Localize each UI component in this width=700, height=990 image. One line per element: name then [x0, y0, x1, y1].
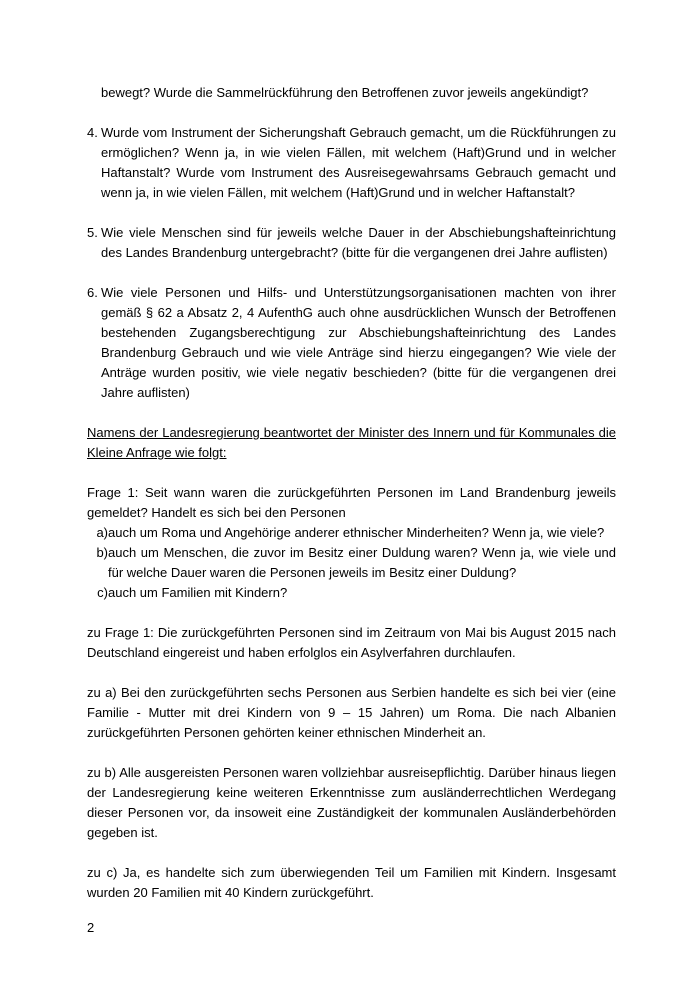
frage-1-item-c — [87, 583, 616, 603]
item-text: auch um Familien mit Kindern? — [108, 585, 288, 600]
item-label: a) — [96, 525, 108, 540]
question-text: Wie viele Menschen sind für jeweils welche Dauer in der Abschiebungshafteinrichtung des Landes Brandenburg untergebracht? (bitte für die vergangenen drei Jahre auflisten) — [101, 225, 616, 260]
question-number: 4. — [87, 125, 98, 140]
question-text: Wurde vom Instrument der Sicherungshaft Gebrauch gemacht, um die Rückführungen zu ermöglichen? Wenn ja, in wie vielen Fällen, mit welchem (Haft)Grund und in welcher Haftanstalt? Wurde vom Instrument des Ausreisegewahrsams Gebrauch gemacht und wenn ja, in wie vielen Fällen, mit welchem (Haft)Grund und in welcher Haftanstalt? — [101, 125, 616, 200]
item-label: c) — [97, 585, 108, 600]
question-text: Wie viele Personen und Hilfs- und Unterstützungsorganisationen machten von ihrer gemäß § 62 a Absatz 2, 4 AufenthG auch ohne ausdrücklichen Wunsch der Betroffenen bestehenden Zugangsberechtigung zur Abschiebungshafteinrichtung des Landes Brandenburg Gebrauch und wie viele Anträge sind hierzu eingegangen? Wie viele der Anträge wurden positiv, wie viele negativ beschieden? (bitte für die vergangenen drei Jahre auflisten) — [101, 285, 616, 400]
frage-1-item-a — [87, 523, 616, 543]
document-body — [87, 83, 616, 903]
question-continuation: bewegt? Wurde die Sammelrückführung den Betroffenen zuvor jeweils angekündigt? — [101, 85, 589, 100]
answer-frage-1: zu Frage 1: Die zurückgeführten Personen sind im Zeitraum von Mai bis August 2015 nach Deutschland eingereist und haben erfolglos ein Asylverfahren durchlaufen. — [87, 625, 616, 660]
answer-b: zu b) Alle ausgereisten Personen waren vollziehbar ausreisepflichtig. Darüber hinaus liegen der Landesregierung keine weiteren Erkenntnisse zum ausländerrechtlichen Werdegang dieser Personen vor, da insoweit eine Zuständigkeit der kommunalen Ausländerbehörden gegeben ist. — [87, 765, 616, 840]
question-5 — [87, 223, 616, 263]
item-text: auch um Menschen, die zuvor im Besitz einer Duldung waren? Wenn ja, wie viele und für welche Dauer waren die Personen jeweils im Besitz einer Duldung? — [108, 545, 616, 580]
question-number: 6. — [87, 285, 98, 300]
answer-intro: Namens der Landesregierung beantwortet der Minister des Innern und für Kommunales die Kleine Anfrage wie folgt: — [87, 425, 616, 460]
question-6 — [87, 283, 616, 403]
answer-c: zu c) Ja, es handelte sich zum überwiegenden Teil um Familien mit Kindern. Insgesamt wurden 20 Familien mit 40 Kindern zurückgeführt. — [87, 865, 616, 900]
question-4 — [87, 123, 616, 203]
frage-1-item-b — [87, 543, 616, 583]
answer-a: zu a) Bei den zurückgeführten sechs Personen aus Serbien handelte es sich bei vier (eine Familie - Mutter mit drei Kindern von 9 – 15 Jahren) um Roma. Die nach Albanien zurückgeführten Personen gehörten keiner ethnischen Minderheit an. — [87, 685, 616, 740]
frage-1-text: Frage 1: Seit wann waren die zurückgeführten Personen im Land Brandenburg jeweils gemeldet? Handelt es sich bei den Personen — [87, 485, 616, 520]
page-number: 2 — [87, 920, 95, 935]
item-label: b) — [96, 545, 108, 560]
item-text: auch um Roma und Angehörige anderer ethnischer Minderheiten? Wenn ja, wie viele? — [108, 525, 605, 540]
question-number: 5. — [87, 225, 98, 240]
